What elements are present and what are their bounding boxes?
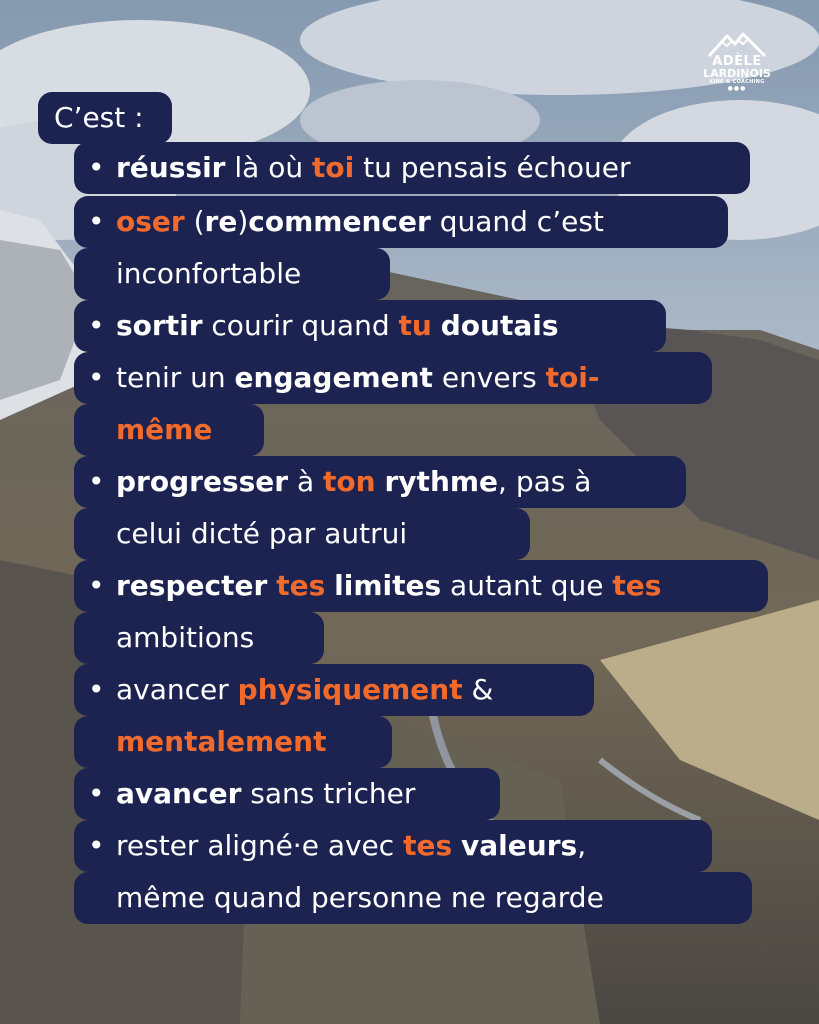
logo-line-1: ADÈLE	[712, 54, 762, 69]
bold-text: re	[204, 205, 238, 238]
list-item-continuation	[74, 716, 392, 768]
bullet-icon: •	[88, 829, 105, 862]
list-item-continuation	[74, 248, 390, 300]
item-text: sans tricher	[241, 777, 416, 810]
social-icons	[700, 86, 774, 92]
item-text	[267, 569, 276, 602]
brand-logo	[700, 30, 774, 104]
bold-text: progresser	[116, 465, 289, 498]
intro-text: C’est :	[54, 101, 144, 134]
item-text: ,	[577, 829, 587, 862]
bullet-icon: •	[88, 673, 105, 706]
list-item	[74, 352, 712, 404]
bullet-icon: •	[88, 151, 105, 184]
logo-line-3: KINÉ & COACHING	[709, 79, 765, 85]
linkedin-icon: ●	[740, 85, 747, 92]
bold-text: sortir	[116, 309, 203, 342]
bullet-icon: •	[88, 361, 105, 394]
item-text: même quand personne ne regarde	[116, 881, 604, 914]
item-text: à	[288, 465, 324, 498]
highlight-text: même	[116, 413, 213, 446]
highlight-text: tes	[612, 569, 662, 602]
bold-text: commencer	[248, 205, 431, 238]
bullet-icon: •	[88, 205, 105, 238]
list-item	[74, 768, 500, 820]
highlight-text: toi-	[545, 361, 600, 394]
item-text	[325, 569, 334, 602]
item-text: courir quand	[202, 309, 399, 342]
item-text: , pas à	[498, 465, 592, 498]
list-item	[74, 300, 666, 352]
bold-text: valeurs	[461, 829, 578, 862]
item-text: tenir un	[116, 361, 235, 394]
list-item-continuation	[74, 508, 530, 560]
item-text: (	[184, 205, 205, 238]
list-item	[74, 820, 712, 872]
item-text: avancer	[116, 673, 238, 706]
highlight-text: mentalement	[116, 725, 327, 758]
bullet-icon: •	[88, 309, 105, 342]
bold-text: respecter	[116, 569, 268, 602]
item-text: là où	[225, 151, 312, 184]
item-text	[452, 829, 461, 862]
bold-text: réussir	[116, 151, 226, 184]
item-text: tu pensais échouer	[354, 151, 631, 184]
list-item	[74, 142, 750, 194]
highlight-text: ton	[323, 465, 376, 498]
item-text: celui dicté par autrui	[116, 517, 408, 550]
bold-text: doutais	[440, 309, 559, 342]
item-text	[376, 465, 385, 498]
list-item	[74, 560, 768, 612]
item-text: envers	[432, 361, 546, 394]
highlight-text: tes	[276, 569, 326, 602]
item-text: autant que	[441, 569, 613, 602]
facebook-icon: ●	[733, 85, 741, 92]
item-text: rester aligné·e avec	[116, 829, 404, 862]
highlight-text: toi	[312, 151, 355, 184]
item-text: &	[462, 673, 494, 706]
highlight-text: oser	[116, 205, 185, 238]
highlight-text: physiquement	[237, 673, 463, 706]
item-text: quand c’est	[430, 205, 604, 238]
bullet-icon: •	[88, 777, 105, 810]
highlight-text: tes	[403, 829, 453, 862]
instagram-icon: ●	[727, 85, 734, 92]
bold-text: avancer	[116, 777, 242, 810]
item-text: inconfortable	[116, 257, 302, 290]
list-item-continuation	[74, 872, 752, 924]
item-text: ambitions	[116, 621, 255, 654]
intro-label	[38, 92, 172, 144]
logo-line-2: LARDINOIS	[703, 67, 771, 80]
list-item	[74, 456, 686, 508]
item-text: )	[237, 205, 249, 238]
bullet-icon: •	[88, 569, 105, 602]
bold-text: rythme	[384, 465, 499, 498]
list-item	[74, 196, 728, 248]
bold-text: limites	[334, 569, 442, 602]
list-item-continuation	[74, 612, 324, 664]
bold-text: engagement	[234, 361, 433, 394]
highlight-text: tu	[398, 309, 432, 342]
list-item-continuation	[74, 404, 264, 456]
item-text	[432, 309, 441, 342]
list-item	[74, 664, 594, 716]
bullet-icon: •	[88, 465, 105, 498]
